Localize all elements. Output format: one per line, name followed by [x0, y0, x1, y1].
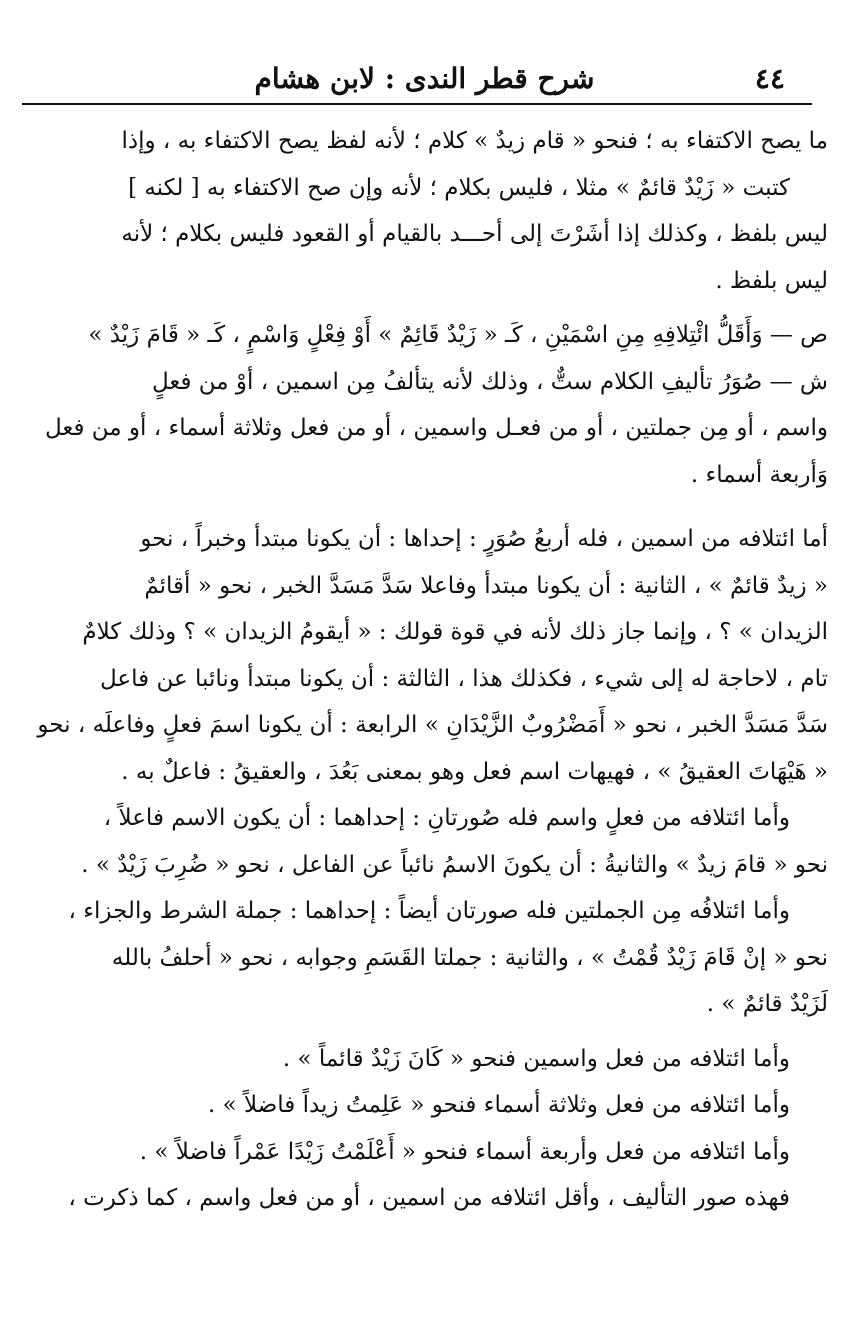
text-line: وأما ائتلافُه مِن الجملتين فله صورتان أيضاً : إحداهما : جملة الشرط والجزاء ، — [68, 898, 790, 924]
running-title: شرح قطر الندى : لابن هشام — [254, 62, 595, 95]
text-line: وَأربعة أسماء . — [690, 461, 828, 488]
page-body — [22, 118, 828, 1222]
paragraph-remaining-forms — [22, 1036, 828, 1222]
text-line: ليس بلفظ ، وكذلك إذا أشَرْتَ إلى أحـــد بالقيام أو القعود فليس بكلام ؛ لأنه — [121, 221, 828, 247]
page-number: ٤٤ — [754, 62, 785, 95]
text-line: أما ائتلافه من اسمين ، فله أربعُ صُوَرٍ : إحداها : أن يكونا مبتدأ وخبراً ، نحو — [140, 526, 828, 552]
text-line: وأما ائتلافه من فعل وأربعة أسماء فنحو « أَعْلَمْتُ زَيْدًا عَمْراً فاضلاً » . — [139, 1138, 790, 1165]
text-line: « زيدٌ قائمٌ » ، الثانية : أن يكونا مبتدأ وفاعلا سَدَّ مَسَدَّ الخبر ، نحو « أقائمٌ — [144, 572, 828, 599]
text-line: ش — صُوَرُ تأليفِ الكلام ستٌّ ، وذلك لأنه يتألفُ مِن اسمين ، أوْ من فعلٍ — [151, 368, 828, 395]
text-line: ما يصح الاكتفاء به ؛ فنحو « قام زيدٌ » كلام ؛ لأنه لفظ يصح الاكتفاء به ، وإذا — [121, 128, 828, 154]
text-line: الزيدان » ؟ ، وإنما جاز ذلك لأنه في قوة قولك : « أيقومُ الزيدان » ؟ وذلك كلامٌ — [82, 619, 828, 645]
text-line: كتبت « زَيْدٌ قائمٌ » مثلا ، فليس بكلام ؛ لأنه وإن صح الاكتفاء به [ لكنه ] — [128, 174, 790, 201]
text-line: تام ، لاحاجة له إلى شيء ، فكذلك هذا ، الثالثة : أن يكونا مبتدأ ونائبا عن فاعل — [100, 665, 828, 692]
text-line: وأما ائتلافه من فعلٍ واسم فله صُورتانِ : إحداهما : أن يكون الاسم فاعلاً ، — [103, 805, 790, 831]
text-line: سَدَّ مَسَدَّ الخبر ، نحو « أَمَضْرُوبٌ الزَّيْدَانِ » الرابعة : أن يكونا اسمَ فعلٍ وفاعلَه ، نحو — [37, 712, 828, 738]
text-line: وأما ائتلافه من فعل واسمين فنحو « كَانَ زَيْدٌ قائماً » . — [282, 1045, 790, 1072]
text-line: نحو « قامَ زيدٌ » والثانيةُ : أن يكونَ الاسمُ نائباً عن الفاعل ، نحو « ضُرِبَ زَيْدٌ » . — [81, 851, 828, 878]
text-line: « هَيْهَاتَ العقيقُ » ، فهيهات اسم فعل وهو بمعنى بَعُدَ ، والعقيقُ : فاعلٌ به . — [121, 758, 828, 785]
text-line: لَزَيْدٌ قائمٌ » . — [706, 991, 828, 1017]
text-line: وأما ائتلافه من فعل وثلاثة أسماء فنحو « عَلِمتُ زيداً فاضلاً » . — [208, 1092, 790, 1118]
text-line: واسم ، أو مِن جملتين ، أو من فعـل واسمين ، أو من فعل وثلاثة أسماء ، أو من فعل — [44, 415, 828, 441]
paragraph-matn — [22, 312, 828, 359]
paragraph-two-clauses — [22, 888, 828, 1028]
text-line: ص — وَأَقَلُّ ائْتِلافِهِ مِنِ اسْمَيْنِ ، كَـ « زَيْدٌ قَائِمٌ » أَوْ فِعْلٍ وَاسْمٍ ، كَـ « قَامَ زَيْدٌ » — [88, 322, 828, 348]
running-header — [22, 56, 827, 102]
paragraph-definition-end — [22, 118, 828, 304]
text-line: ليس بلفظ . — [715, 267, 828, 294]
paragraph-sharh — [22, 359, 828, 499]
paragraph-verb-noun — [22, 795, 828, 888]
text-line: نحو « إنْ قَامَ زَيْدٌ قُمْتُ » ، والثانية : جملتا القَسَمِ وجوابه ، نحو « أحلفُ بالله — [111, 944, 828, 971]
header-rule — [22, 103, 812, 105]
paragraph-two-nouns — [22, 516, 828, 795]
text-line: فهذه صور التأليف ، وأقل ائتلافه من اسمين ، أو من فعل واسم ، كما ذكرت ، — [68, 1185, 790, 1211]
